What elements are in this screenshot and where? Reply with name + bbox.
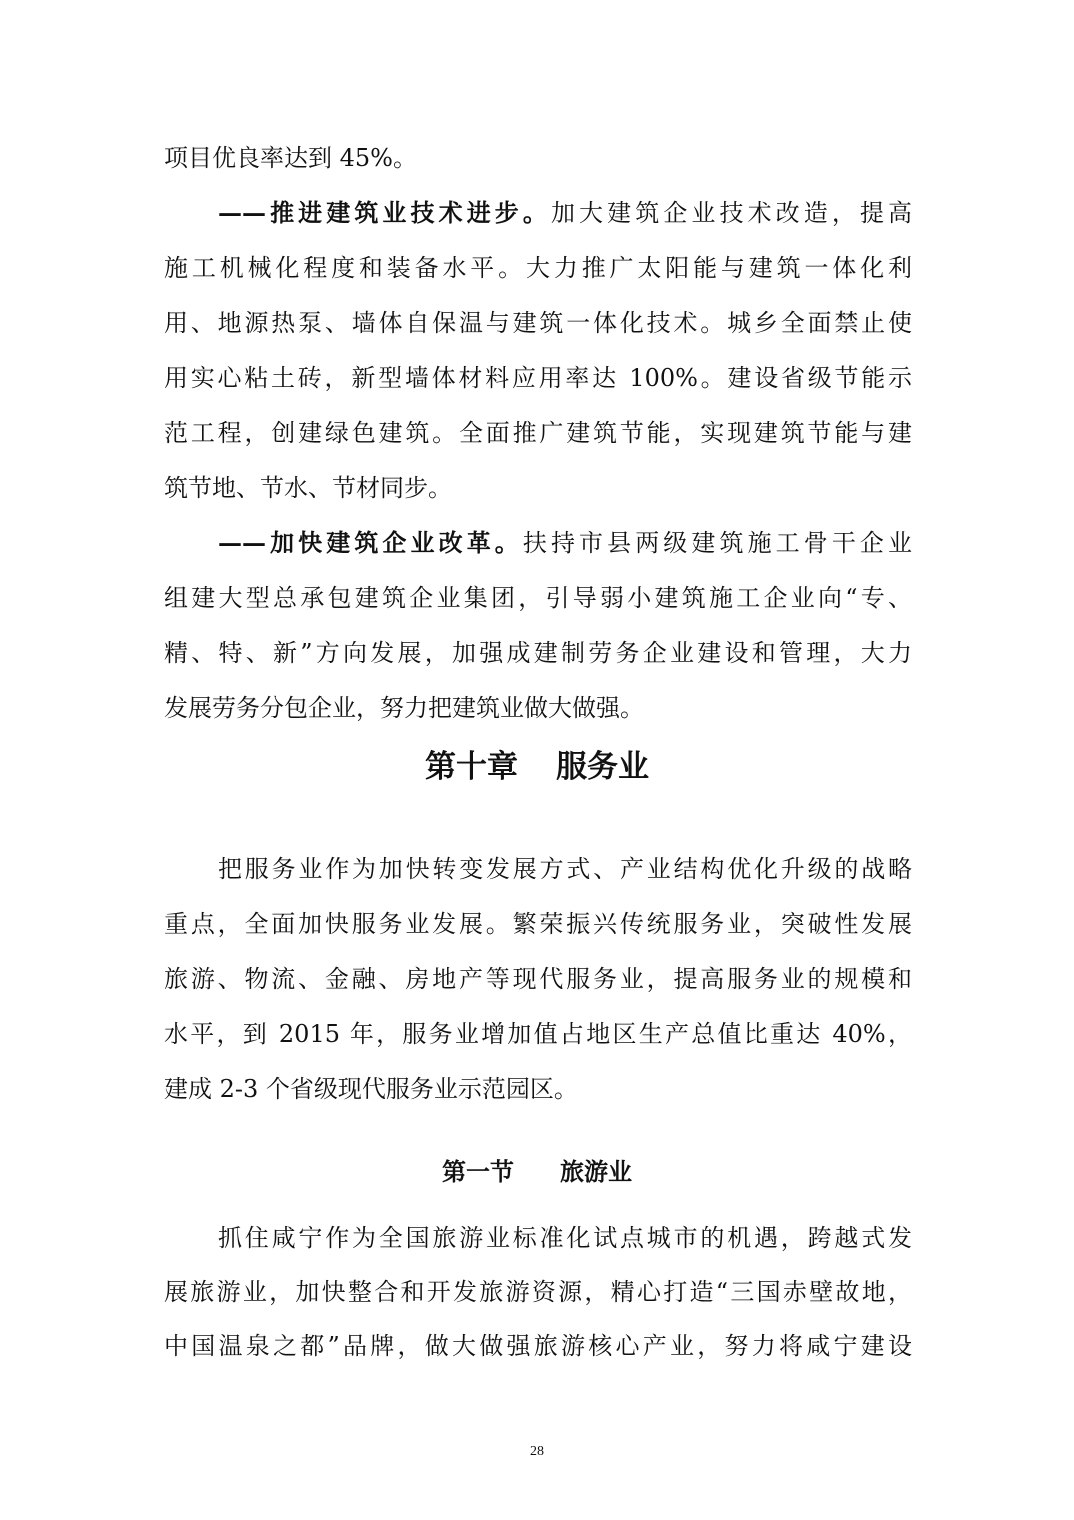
paragraph-line: 精、特、新”方向发展，加强成建制劳务企业建设和管理，大力 [164,639,912,667]
paragraph-text: 扶持市县两级建筑施工骨干企业 [522,529,913,557]
paragraph-line: 筑节地、节水、节材同步。 [164,474,452,502]
chapter-title [0,744,1074,790]
paragraph-line: 把服务业作为加快转变发展方式、产业结构优化升级的战略 [218,855,912,883]
paragraph-line: 水平，到 2015 年，服务业增加值占地区生产总值比重达 40%， [164,1020,912,1048]
section-number: 第一节 [442,1158,514,1186]
paragraph-line [0,523,1074,563]
paragraph-line: 旅游、物流、金融、房地产等现代服务业，提高服务业的规模和 [164,965,912,993]
chapter-number: 第十章 [425,749,518,785]
paragraph-line: 组建大型总承包建筑企业集团，引导弱小建筑施工企业向“专、 [164,584,912,612]
paragraph-line: 施工机械化程度和装备水平。大力推广太阳能与建筑一体化利 [164,254,912,282]
paragraph-heading: ——加快建筑企业改革。 [218,528,523,557]
paragraph-text: 加大建筑企业技术改造，提高 [550,199,913,227]
paragraph-heading: ——推进建筑业技术进步。 [218,198,551,227]
paragraph-line: 展旅游业，加快整合和开发旅游资源，精心打造“三国赤壁故地， [164,1278,912,1306]
paragraph-line: 重点，全面加快服务业发展。繁荣振兴传统服务业，突破性发展 [164,910,912,938]
paragraph-line: 项目优良率达到 45%。 [164,144,417,172]
paragraph-line: 发展劳务分包企业，努力把建筑业做大做强。 [164,694,644,722]
page-number: 28 [530,1444,544,1459]
paragraph-line: 用、地源热泵、墙体自保温与建筑一体化技术。城乡全面禁止使 [164,309,912,337]
paragraph-line: 抓住咸宁作为全国旅游业标准化试点城市的机遇，跨越式发 [218,1224,912,1252]
paragraph-line: 建成 2-3 个省级现代服务业示范园区。 [164,1075,578,1103]
paragraph-line: 用实心粘土砖，新型墙体材料应用率达 100%。建设省级节能示 [164,364,912,392]
paragraph-line [0,193,1074,233]
paragraph-line: 中国温泉之都”品牌，做大做强旅游核心产业，努力将咸宁建设 [164,1332,912,1360]
chapter-name: 服务业 [556,749,649,785]
section-title [0,1154,1074,1190]
section-name: 旅游业 [560,1158,632,1186]
paragraph-line: 范工程，创建绿色建筑。全面推广建筑节能，实现建筑节能与建 [164,419,912,447]
